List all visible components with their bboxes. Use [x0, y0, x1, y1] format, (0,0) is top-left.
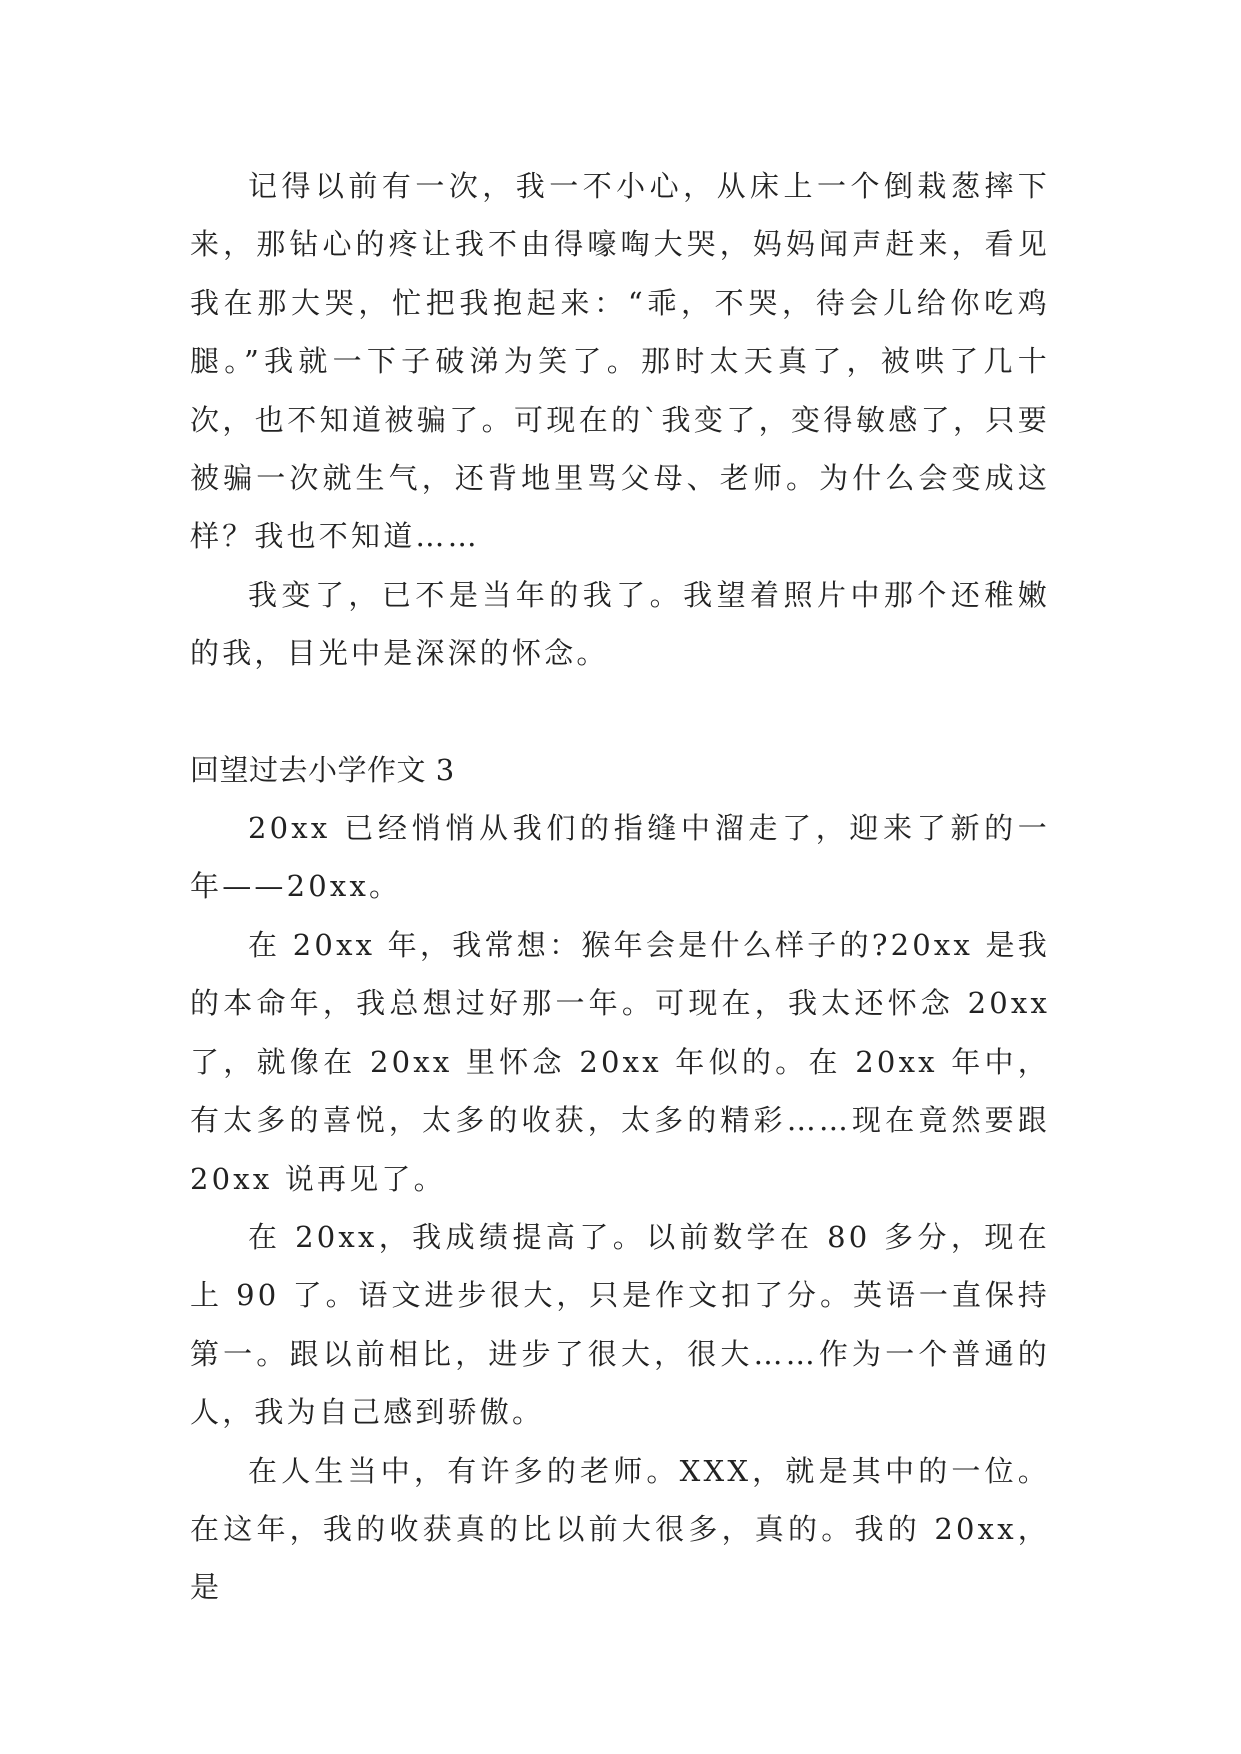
document-body	[190, 157, 1050, 1617]
paragraph-memory-fall: 记得以前有一次，我一不小心，从床上一个倒栽葱摔下来，那钻心的疼让我不由得嚎啕大哭，妈妈闻声赶来，看见我在那大哭，忙把我抱起来：“乖，不哭，待会儿给你吃鸡腿。”我就一下子破涕为笑了。那时太天真了，被哄了几十次，也不知道被骗了。可现在的`我变了，变得敏感了，只要被骗一次就生气，还背地里骂父母、老师。为什么会变成这样？我也不知道……	[190, 169, 1050, 554]
paragraph-grades: 在 20xx，我成绩提高了。以前数学在 80 多分，现在上 90 了。语文进步很大，只是作文扣了分。英语一直保持第一。跟以前相比，进步了很大，很大……作为一个普通的人，我为自己感到骄傲。	[190, 1219, 1050, 1430]
paragraph-monkey-year: 在 20xx 年，我常想：猴年会是什么样子的?20xx 是我的本命年，我总想过好那一年。可现在，我太还怀念 20xx 了，就像在 20xx 里怀念 20xx 年似的。在 20xx 年中，有太多的喜悦，太多的收获，太多的精彩……现在竟然要跟 20xx 说再见了。	[190, 927, 1050, 1196]
paragraph-changed-self: 我变了，已不是当年的我了。我望着照片中那个还稚嫩的我，目光中是深深的怀念。	[190, 577, 1050, 671]
section-title: 回望过去小学作文 3	[190, 752, 455, 787]
paragraph-teacher: 在人生当中，有许多的老师。XXX，就是其中的一位。在这年，我的收获真的比以前大很多，真的。我的 20xx，是	[190, 1453, 1050, 1605]
paragraph-new-year: 20xx 已经悄悄从我们的指缝中溜走了，迎来了新的一年——20xx。	[190, 811, 1050, 904]
section-spacer	[190, 683, 1050, 741]
